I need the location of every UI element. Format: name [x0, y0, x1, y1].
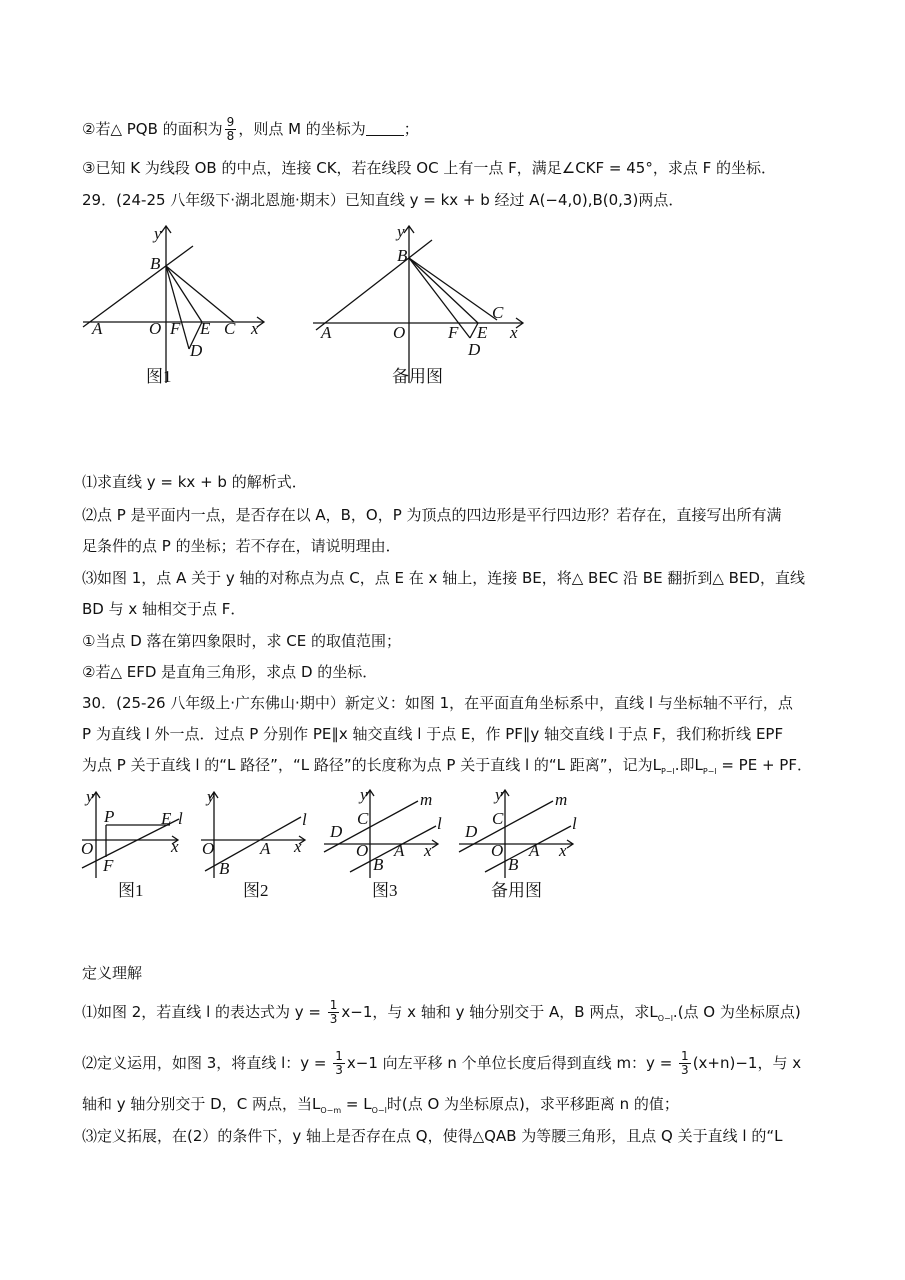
label-B: B: [373, 855, 384, 874]
q30-line2: P 为直线 l 外一点．过点 P 分别作 PE∥x 轴交直线 l 于点 E，作 PF∥y 轴交直线 l 于点 F，我们称折线 EPF: [82, 725, 784, 743]
q30-part2-line2: [82, 1094, 679, 1121]
q29-part2-line1: ⑵点 P 是平面内一点，是否存在以 A，B，O，P 为顶点的四边形是平行四边形？若存在，直接写出所有满: [82, 506, 782, 524]
q29-part2-line2: 足条件的点 P 的坐标；若不存在，请说明理由．: [82, 537, 401, 555]
fraction-9-8: [225, 116, 237, 143]
q30-figure-3: [320, 786, 450, 906]
answer-blank: [366, 121, 404, 136]
label-O: O: [393, 323, 406, 342]
q30-line1: 30．(25-26 八年级上·广东佛山·期中）新定义：如图 1，在平面直角坐标系中，直线 l 与坐标轴不平行，点: [82, 694, 793, 712]
q30-line3: [82, 755, 812, 782]
label-x: x: [510, 323, 518, 342]
label-y: y: [397, 222, 405, 241]
label-E: E: [200, 319, 211, 338]
segment-BC: [409, 258, 497, 320]
q30-part2-line2-pre: 轴和 y 轴分别交于 D，C 两点，当L: [82, 1095, 321, 1113]
label-x: x: [251, 319, 259, 338]
label-m: m: [420, 790, 433, 809]
label-l: l: [437, 814, 442, 833]
caption-fig2: 图2: [243, 881, 269, 900]
label-A: A: [394, 841, 405, 860]
subscript-o-l-2: O−l: [371, 1106, 387, 1115]
label-C: C: [492, 303, 504, 322]
label-C: C: [224, 319, 236, 338]
q28-part2-text: ②若△ PQB 的面积为: [82, 120, 223, 138]
q29-part3-line1: ⑶如图 1，点 A 关于 y 轴的对称点为点 C，点 E 在 x 轴上，连接 BE，将△ BEC 沿 BE 翻折到△ BED，直线: [82, 569, 805, 587]
label-y: y: [86, 787, 94, 806]
label-B: B: [150, 254, 161, 273]
fraction-numerator: 1: [681, 1049, 689, 1063]
fraction-1-3-second: [679, 1050, 691, 1077]
subscript-p-l: P−l: [660, 767, 675, 776]
label-D: D: [468, 340, 481, 359]
label-O: O: [356, 841, 369, 860]
fraction-denominator: 8: [226, 129, 235, 143]
q29-part3-line2: BD 与 x 轴相交于点 F．: [82, 600, 246, 618]
fraction-numerator: 1: [335, 1049, 343, 1063]
q29-figure-spare: [308, 220, 538, 390]
label-y: y: [207, 787, 215, 806]
subscript-o-l: O−l: [657, 1014, 673, 1023]
subscript-o-m: O−m: [320, 1106, 342, 1115]
q30-part2-post: (x+n)−1，与 x: [692, 1054, 802, 1072]
q28-part2-post: ，则点 M 的坐标为: [238, 120, 366, 138]
line-AB: [316, 240, 432, 330]
segment-BC: [166, 266, 234, 322]
label-O: O: [81, 839, 94, 858]
caption-fig1: 图1: [118, 881, 144, 900]
label-C: C: [492, 809, 504, 828]
q30-line3-post: = PE + PF．: [716, 756, 812, 774]
segment-BD: [409, 258, 470, 338]
label-y: y: [495, 785, 503, 804]
q30-part2-line1: [82, 1050, 801, 1077]
q29-figure-1: [78, 220, 278, 390]
fraction-1-3: [333, 1050, 345, 1077]
label-x: x: [424, 841, 432, 860]
q30-part2-mid: x−1 向左平移 n 个单位长度后得到直线 m：y =: [346, 1054, 678, 1072]
q30-heading: 定义理解: [82, 964, 143, 982]
fraction-denominator: 3: [681, 1063, 689, 1077]
q29-part1: ⑴求直线 y = kx + b 的解析式．: [82, 473, 307, 491]
label-E: E: [161, 809, 172, 828]
q28-part2: [82, 116, 419, 143]
label-y: y: [360, 785, 368, 804]
label-B: B: [508, 855, 519, 874]
caption-spare: 备用图: [491, 881, 542, 900]
caption-fig1: 图1: [146, 367, 172, 386]
label-l: l: [302, 810, 307, 829]
label-A: A: [529, 841, 540, 860]
q30-line3-mid: .即L: [674, 756, 703, 774]
segment-BE: [166, 266, 202, 322]
label-O: O: [491, 841, 504, 860]
label-E: E: [477, 323, 488, 342]
q28-part3: ③已知 K 为线段 OB 的中点，连接 CK，若在线段 OC 上有一点 F，满足∠CKF = 45°，求点 F 的坐标．: [82, 159, 776, 177]
fraction-denominator: 3: [329, 1012, 338, 1026]
q30-part1-pre: ⑴如图 2，若直线 l 的表达式为 y =: [82, 1003, 326, 1021]
fraction-denominator: 3: [335, 1063, 343, 1077]
label-F: F: [170, 319, 181, 338]
label-D: D: [190, 341, 203, 360]
label-B: B: [219, 859, 230, 878]
label-O: O: [149, 319, 162, 338]
label-A: A: [260, 839, 271, 858]
label-l: l: [178, 809, 183, 828]
q30-part2-pre: ⑵定义运用，如图 3，将直线 l：y =: [82, 1054, 332, 1072]
q30-part1-post: .(点 O 为坐标原点): [672, 1003, 801, 1021]
fraction-numerator: 1: [329, 998, 338, 1012]
q30-part3: ⑶定义拓展，在(2）的条件下，y 轴上是否存在点 Q，使得△QAB 为等腰三角形，且点 Q 关于直线 l 的“L: [82, 1127, 783, 1145]
label-x: x: [171, 837, 179, 856]
label-D: D: [330, 822, 343, 841]
q29-title: 29．(24-25 八年级下·湖北恩施·期末）已知直线 y = kx + b 经过 A(−4,0),B(0,3)两点．: [82, 191, 684, 209]
q30-figure-2: [197, 786, 317, 906]
q30-figure-spare: [455, 786, 585, 906]
label-D: D: [465, 822, 478, 841]
label-x: x: [559, 841, 567, 860]
q30-part1: [82, 999, 801, 1029]
label-y: y: [154, 224, 162, 243]
label-C: C: [357, 809, 369, 828]
label-A: A: [92, 319, 103, 338]
q30-part1-mid: x−1，与 x 轴和 y 轴分别交于 A，B 两点，求L: [341, 1003, 658, 1021]
label-x: x: [294, 837, 302, 856]
label-O: O: [202, 839, 215, 858]
caption-fig3: 图3: [372, 881, 398, 900]
segment-BE: [409, 258, 478, 323]
q29-part3-sub1: ①当点 D 落在第四象限时，求 CE 的取值范围；: [82, 632, 402, 650]
q30-line3-pre: 为点 P 关于直线 l 的“L 路径”，“L 路径”的长度称为点 P 关于直线 l 的“L 距离”，记为L: [82, 756, 661, 774]
q28-part2-end: ；: [403, 120, 419, 138]
line-AB: [83, 246, 193, 327]
subscript-p-l-2: P−l: [702, 767, 717, 776]
label-F: F: [448, 323, 459, 342]
q29-part3-sub2: ②若△ EFD 是直角三角形，求点 D 的坐标．: [82, 663, 378, 681]
label-B: B: [397, 246, 408, 265]
q30-part2-line2-eq: = L: [341, 1095, 372, 1113]
label-F: F: [103, 856, 114, 875]
q30-figure-1: [78, 786, 193, 906]
fraction-1-3: [328, 999, 340, 1026]
label-l: l: [572, 814, 577, 833]
caption-spare: 备用图: [392, 367, 443, 386]
label-P: P: [104, 807, 115, 826]
label-A: A: [321, 323, 332, 342]
fraction-numerator: 9: [226, 115, 235, 129]
q30-part2-line2-post: 时(点 O 为坐标原点)，求平移距离 n 的值；: [386, 1095, 679, 1113]
label-m: m: [555, 790, 568, 809]
